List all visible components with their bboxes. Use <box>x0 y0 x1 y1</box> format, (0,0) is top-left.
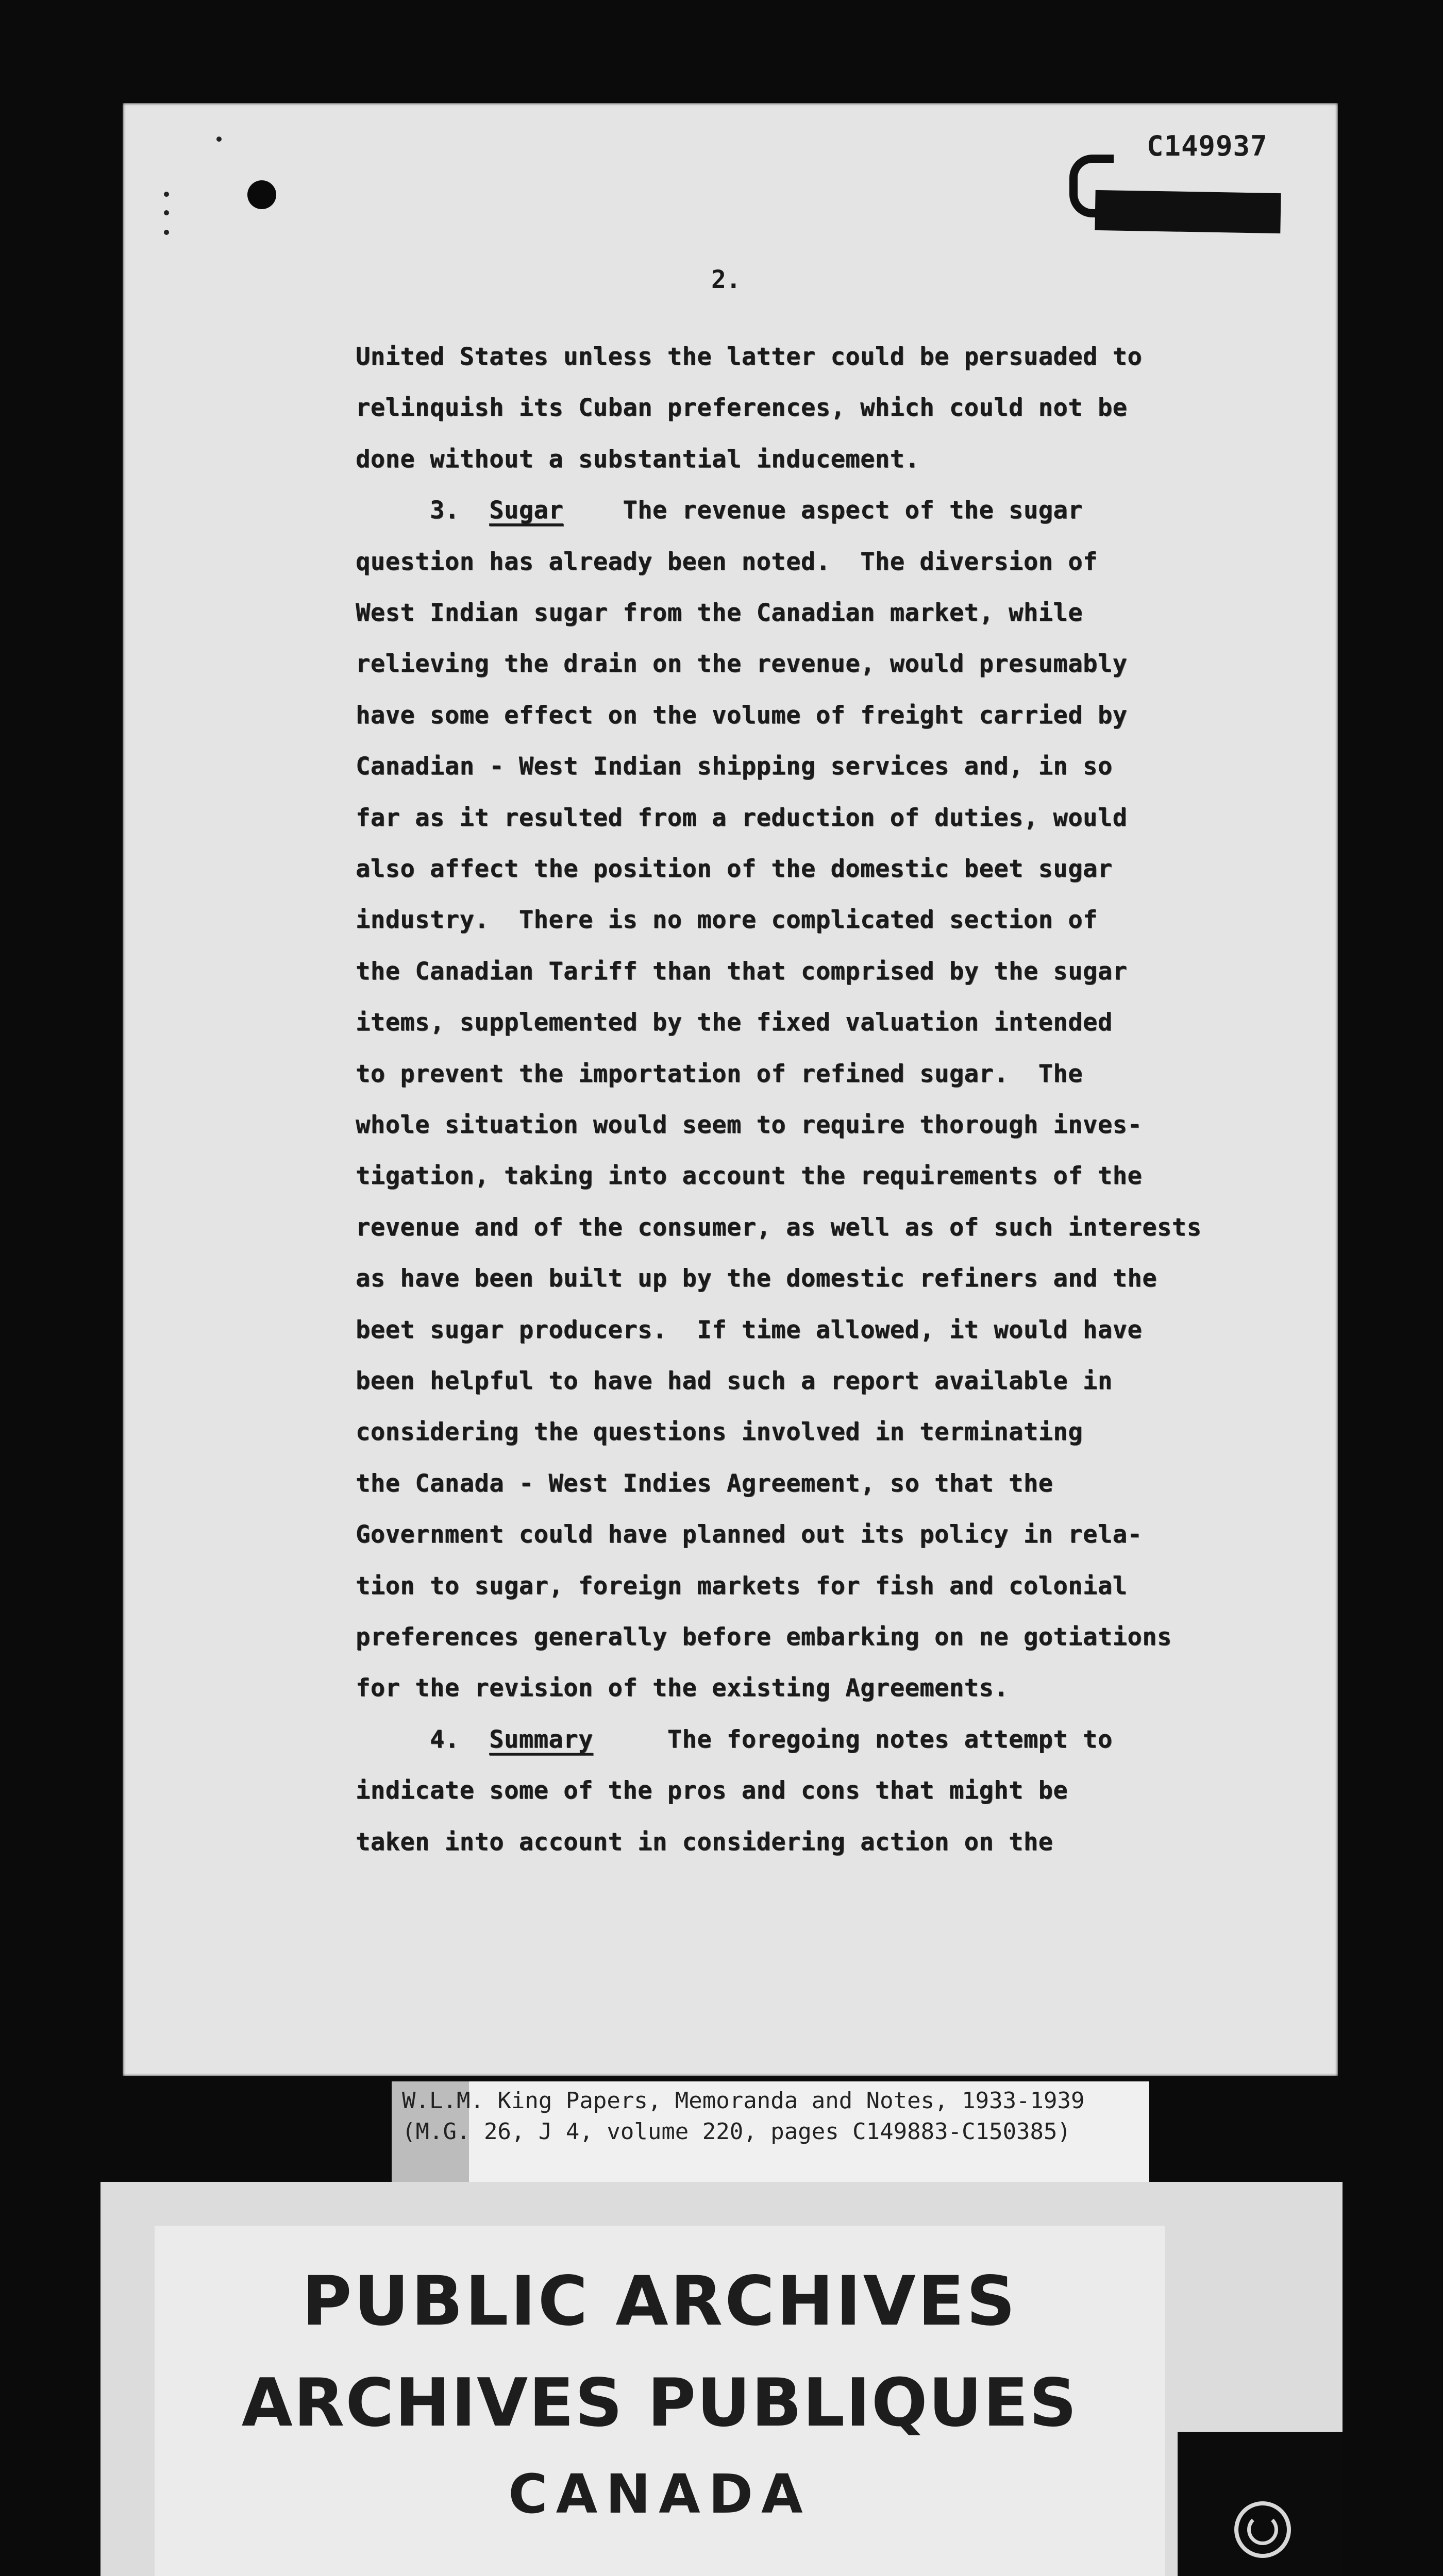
body-line: been helpful to have had such a report available in <box>356 1367 1113 1395</box>
body-line: far as it resulted from a reduction of duties, would <box>356 803 1128 832</box>
body-line: relieving the drain on the revenue, would presumably <box>356 650 1128 679</box>
body-line: 4. Summary The foregoing notes attempt to <box>356 1725 1113 1754</box>
body-line: Government could have planned out its policy in rela- <box>356 1520 1143 1549</box>
body-line: indicate some of the pros and cons that might be <box>356 1776 1068 1805</box>
archive-title-english: PUBLIC ARCHIVES <box>301 2262 1018 2341</box>
body-line: industry. There is no more complicated section of <box>356 906 1098 935</box>
body-line: tion to sugar, foreign markets for fish and colonial <box>356 1571 1128 1600</box>
paper-speck <box>216 137 222 142</box>
body-line: the Canadian Tariff than that comprised by the sugar <box>356 957 1128 986</box>
redaction-bar <box>1095 190 1281 233</box>
body-line: have some effect on the volume of freight carried by <box>356 701 1128 730</box>
body-line: whole situation would seem to require thorough inves- <box>356 1111 1143 1139</box>
reference-number: C149937 <box>1147 130 1268 162</box>
body-line: to prevent the importation of refined sugar. The <box>356 1059 1083 1088</box>
paper-speck <box>164 192 169 197</box>
punch-hole <box>247 180 276 209</box>
section-heading: Sugar <box>489 496 564 525</box>
caption-line-1: W.L.M. King Papers, Memoranda and Notes, 1933-1939 <box>402 2088 1085 2114</box>
body-line: revenue and of the consumer, as well as of such interests <box>356 1213 1202 1242</box>
body-line: 3. Sugar The revenue aspect of the sugar <box>356 496 1083 525</box>
page-number: 2. <box>711 265 741 294</box>
body-line: United States unless the latter could be persuaded to <box>356 343 1143 371</box>
caption-line-2: (M.G. 26, J 4, volume 220, pages C149883-C150385) <box>402 2119 1071 2145</box>
archive-country: CANADA <box>508 2463 811 2526</box>
body-line: Canadian - West Indian shipping services and, in so <box>356 752 1113 781</box>
body-line: West Indian sugar from the Canadian market, while <box>356 599 1083 627</box>
body-line: for the revision of the existing Agreements. <box>356 1674 1009 1703</box>
body-line: beet sugar producers. If time allowed, it would have <box>356 1315 1143 1344</box>
section-heading: Summary <box>489 1725 593 1754</box>
archive-logo-inner-icon <box>1247 2514 1278 2545</box>
body-line: items, supplemented by the fixed valuation intended <box>356 1008 1113 1037</box>
body-line: relinquish its Cuban preferences, which could not be <box>356 394 1128 422</box>
body-line: taken into account in considering action on the <box>356 1827 1053 1856</box>
body-line: question has already been noted. The diversion of <box>356 547 1098 576</box>
archive-title-french: ARCHIVES PUBLIQUES <box>241 2365 1078 2442</box>
body-line: preferences generally before embarking on ne gotiations <box>356 1623 1172 1651</box>
paper-speck <box>164 210 169 215</box>
paper-speck <box>164 230 169 235</box>
body-line: considering the questions involved in terminating <box>356 1418 1083 1447</box>
body-line: also affect the position of the domestic beet sugar <box>356 855 1113 883</box>
body-line: tigation, taking into account the requirements of the <box>356 1162 1143 1191</box>
body-line: done without a substantial inducement. <box>356 445 920 473</box>
body-line: the Canada - West Indies Agreement, so that the <box>356 1469 1053 1498</box>
body-line: as have been built up by the domestic refiners and the <box>356 1264 1157 1293</box>
